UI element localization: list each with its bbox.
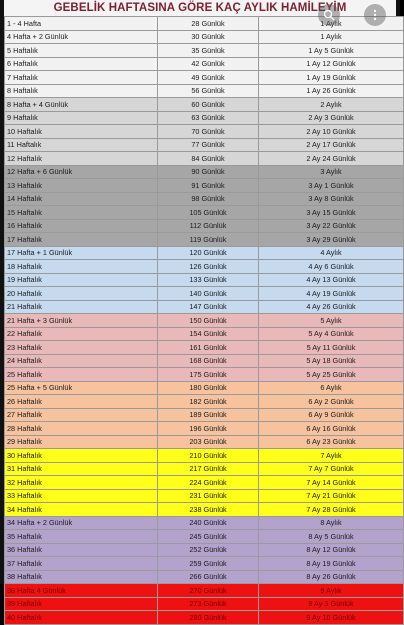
table-row [5,368,404,382]
week-cell: 21 Hafta + 3 Günlük [5,314,158,328]
table-row [5,435,404,449]
days-cell: 196 Günlük [158,422,259,436]
days-cell: 30 Günlük [158,30,259,44]
months-cell: 4 Ay 19 Günlük [259,287,404,301]
table-row [5,516,404,530]
months-cell: 5 Aylık [259,314,404,328]
days-cell: 98 Günlük [158,192,259,206]
days-cell: 112 Günlük [158,219,259,233]
days-cell: 280 Günlük [158,611,259,625]
days-cell: 161 Günlük [158,341,259,355]
week-cell: 21 Haftalık [5,300,158,314]
days-cell: 266 Günlük [158,570,259,584]
week-cell: 5 Haftalık [5,44,158,58]
table-row [5,111,404,125]
search-lens-icon[interactable] [318,4,340,26]
pregnancy-week-chart [4,0,396,622]
table-row [5,246,404,260]
days-cell: 150 Günlük [158,314,259,328]
months-cell: 8 Aylık [259,516,404,530]
week-cell: 22 Haftalık [5,327,158,341]
week-cell: 27 Haftalık [5,408,158,422]
days-cell: 259 Günlük [158,557,259,571]
days-cell: 56 Günlük [158,84,259,98]
table-row [5,260,404,274]
table-row [5,408,404,422]
months-cell: 6 Ay 16 Günlük [259,422,404,436]
table-row [5,381,404,395]
months-cell: 1 Ay 5 Günlük [259,44,404,58]
months-cell: 7 Ay 7 Günlük [259,462,404,476]
months-cell: 7 Aylık [259,449,404,463]
months-cell: 4 Aylık [259,246,404,260]
week-cell: 14 Haftalık [5,192,158,206]
days-cell: 133 Günlük [158,273,259,287]
week-cell: 29 Haftalık [5,435,158,449]
months-cell: 5 Ay 11 Günlük [259,341,404,355]
months-cell: 7 Ay 14 Günlük [259,476,404,490]
days-cell: 28 Günlük [158,17,259,31]
table-row [5,17,404,31]
week-cell: 32 Haftalık [5,476,158,490]
days-cell: 147 Günlük [158,300,259,314]
week-cell: 26 Haftalık [5,395,158,409]
months-cell: 8 Ay 26 Günlük [259,570,404,584]
months-cell: 6 Ay 23 Günlük [259,435,404,449]
table-row [5,476,404,490]
days-cell: 49 Günlük [158,71,259,85]
days-cell: 42 Günlük [158,57,259,71]
days-cell: 63 Günlük [158,111,259,125]
days-cell: 231 Günlük [158,489,259,503]
months-cell: 1 Aylık [259,30,404,44]
week-cell: 34 Haftalık [5,503,158,517]
months-cell: 6 Aylık [259,381,404,395]
months-cell: 7 Ay 28 Günlük [259,503,404,517]
table-row [5,192,404,206]
months-cell: 8 Ay 19 Günlük [259,557,404,571]
week-cell: 6 Haftalık [5,57,158,71]
table-row [5,287,404,301]
table-row [5,354,404,368]
days-cell: 91 Günlük [158,179,259,193]
table-row [5,462,404,476]
days-cell: 119 Günlük [158,233,259,247]
table-row [5,543,404,557]
days-cell: 224 Günlük [158,476,259,490]
months-cell: 3 Ay 22 Günlük [259,219,404,233]
days-cell: 168 Günlük [158,354,259,368]
months-cell: 9 Aylık [259,584,404,598]
pregnancy-table [4,16,404,625]
table-row [5,314,404,328]
table-row [5,71,404,85]
days-cell: 90 Günlük [158,165,259,179]
months-cell: 5 Ay 25 Günlük [259,368,404,382]
week-cell: 8 Hafta + 4 Günlük [5,98,158,112]
table-row [5,98,404,112]
months-cell: 1 Aylık [259,17,404,31]
week-cell: 23 Haftalık [5,341,158,355]
week-cell: 37 Haftalık [5,557,158,571]
week-cell: 16 Haftalık [5,219,158,233]
days-cell: 217 Günlük [158,462,259,476]
table-row [5,489,404,503]
days-cell: 203 Günlük [158,435,259,449]
months-cell: 4 Ay 6 Günlük [259,260,404,274]
week-cell: 10 Haftalık [5,125,158,139]
months-cell: 4 Ay 13 Günlük [259,273,404,287]
week-cell: 19 Haftalık [5,273,158,287]
months-cell: 6 Ay 2 Günlük [259,395,404,409]
week-cell: 13 Haftalık [5,179,158,193]
week-cell: 34 Hafta + 2 Günlük [5,516,158,530]
months-cell: 3 Aylık [259,165,404,179]
table-row [5,327,404,341]
months-cell: 3 Ay 1 Günlük [259,179,404,193]
months-cell: 3 Ay 29 Günlük [259,233,404,247]
months-cell: 3 Ay 15 Günlük [259,206,404,220]
table-row [5,273,404,287]
table-row [5,179,404,193]
week-cell: 39 Haftalık [5,597,158,611]
months-cell: 2 Ay 17 Günlük [259,138,404,152]
week-cell: 36 Haftalık [5,543,158,557]
week-cell: 18 Haftalık [5,260,158,274]
table-row [5,557,404,571]
months-cell: 1 Ay 19 Günlük [259,71,404,85]
days-cell: 77 Günlük [158,138,259,152]
days-cell: 273 Günlük [158,597,259,611]
table-row [5,300,404,314]
page-title: GEBELİK HAFTASINA GÖRE KAÇ AYLIK HAMİLEYİM [4,0,396,16]
table-row [5,125,404,139]
week-cell: 35 Haftalık [5,530,158,544]
week-cell: 4 Hafta + 2 Günlük [5,30,158,44]
week-cell: 15 Haftalık [5,206,158,220]
table-row [5,84,404,98]
months-cell: 1 Ay 12 Günlük [259,57,404,71]
week-cell: 20 Haftalık [5,287,158,301]
days-cell: 105 Günlük [158,206,259,220]
months-cell: 6 Ay 9 Günlük [259,408,404,422]
week-cell: 33 Haftalık [5,489,158,503]
table-row [5,165,404,179]
months-cell: 2 Ay 24 Günlük [259,152,404,166]
days-cell: 182 Günlük [158,395,259,409]
days-cell: 140 Günlük [158,287,259,301]
days-cell: 126 Günlük [158,260,259,274]
week-cell: 11 Haftalık [5,138,158,152]
days-cell: 35 Günlük [158,44,259,58]
table-row [5,530,404,544]
days-cell: 252 Günlük [158,543,259,557]
days-cell: 60 Günlük [158,98,259,112]
table-row [5,597,404,611]
week-cell: 38 Hafta 4 Günlük [5,584,158,598]
days-cell: 154 Günlük [158,327,259,341]
week-cell: 38 Haftalık [5,570,158,584]
table-row [5,395,404,409]
week-cell: 30 Haftalık [5,449,158,463]
months-cell: 1 Ay 26 Günlük [259,84,404,98]
week-cell: 25 Hafta + 5 Günlük [5,381,158,395]
months-cell: 3 Ay 8 Günlük [259,192,404,206]
more-vert-icon[interactable] [364,4,386,26]
days-cell: 120 Günlük [158,246,259,260]
week-cell: 40 Haftalık [5,611,158,625]
week-cell: 9 Haftalık [5,111,158,125]
table-row [5,449,404,463]
table-row [5,44,404,58]
week-cell: 24 Haftalık [5,354,158,368]
table-row [5,570,404,584]
week-cell: 28 Haftalık [5,422,158,436]
months-cell: 4 Ay 26 Günlük [259,300,404,314]
months-cell: 8 Ay 12 Günlük [259,543,404,557]
table-row [5,206,404,220]
days-cell: 238 Günlük [158,503,259,517]
days-cell: 240 Günlük [158,516,259,530]
table-row [5,30,404,44]
months-cell: 9 Ay 3 Günlük [259,597,404,611]
table-body [5,17,404,625]
table-row [5,138,404,152]
days-cell: 180 Günlük [158,381,259,395]
table-row [5,584,404,598]
months-cell: 2 Ay 10 Günlük [259,125,404,139]
week-cell: 8 Haftalık [5,84,158,98]
week-cell: 1 - 4 Hafta [5,17,158,31]
week-cell: 12 Haftalık [5,152,158,166]
months-cell: 2 Ay 3 Günlük [259,111,404,125]
days-cell: 245 Günlük [158,530,259,544]
week-cell: 25 Haftalık [5,368,158,382]
table-row [5,219,404,233]
months-cell: 9 Ay 10 Günlük [259,611,404,625]
table-row [5,233,404,247]
months-cell: 5 Ay 4 Günlük [259,327,404,341]
table-row [5,152,404,166]
months-cell: 5 Ay 18 Günlük [259,354,404,368]
days-cell: 84 Günlük [158,152,259,166]
months-cell: 2 Aylık [259,98,404,112]
table-row [5,57,404,71]
months-cell: 7 Ay 21 Günlük [259,489,404,503]
table-row [5,422,404,436]
months-cell: 8 Ay 5 Günlük [259,530,404,544]
week-cell: 12 Hafta + 6 Günlük [5,165,158,179]
week-cell: 31 Haftalık [5,462,158,476]
days-cell: 210 Günlük [158,449,259,463]
days-cell: 175 Günlük [158,368,259,382]
days-cell: 270 Günlük [158,584,259,598]
table-row [5,503,404,517]
days-cell: 70 Günlük [158,125,259,139]
week-cell: 17 Haftalık [5,233,158,247]
week-cell: 7 Haftalık [5,71,158,85]
table-row [5,611,404,625]
days-cell: 189 Günlük [158,408,259,422]
week-cell: 17 Hafta + 1 Günlük [5,246,158,260]
table-row [5,341,404,355]
